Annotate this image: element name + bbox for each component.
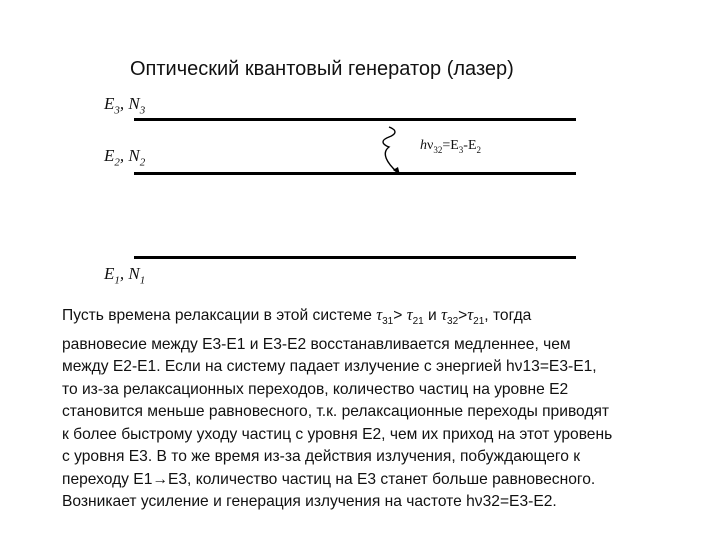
separator: ,: [119, 264, 129, 283]
equation-subscript: 2: [476, 144, 482, 155]
tau-symbol: τ: [441, 305, 448, 324]
paragraph-line-8: переходу E1→E3, количество частиц на E3 станет больше равновесного.: [62, 470, 596, 488]
energy-subscript: 2: [114, 156, 120, 169]
population-symbol: N: [128, 146, 140, 165]
page-title: Оптический квантовый генератор (лазер): [130, 58, 514, 80]
tau-subscript: 32: [447, 316, 459, 328]
level-2-label: [104, 146, 145, 168]
paragraph-line-6: к более быстрому уходу частиц с уровня E2, чем их приход на этот уровень: [62, 425, 613, 443]
population-subscript: 1: [139, 274, 146, 287]
separator: ,: [119, 94, 129, 113]
tau-subscript: 21: [473, 316, 485, 328]
equation-part: =E: [442, 138, 459, 153]
population-symbol: N: [128, 94, 140, 113]
photon-energy-label: [420, 138, 481, 155]
population-subscript: 3: [139, 104, 146, 117]
level-1-label: [104, 264, 145, 286]
paragraph-line-9: Возникает усиление и генерация излучения на частоте hν32=E3-E2.: [62, 493, 557, 511]
frequency-subscript: 32: [433, 144, 443, 155]
energy-symbol: E: [104, 264, 115, 283]
energy-level-line-2: [134, 172, 576, 175]
text-fragment: Пусть времена релаксации в этой системе: [62, 307, 377, 324]
paragraph-line-5: становится меньше равновесного, т.к. релаксационные переходы приводят: [62, 403, 610, 421]
energy-symbol: E: [104, 146, 115, 165]
tau-symbol: τ: [467, 305, 474, 324]
planck-symbol: h: [420, 138, 427, 153]
description-paragraph: [62, 304, 712, 514]
separator: ,: [119, 146, 129, 165]
paragraph-line-7: с уровня E3. В то же время из-за действия излучения, побуждающего к: [62, 448, 581, 466]
paragraph-line-1: [62, 304, 712, 334]
frequency-symbol: ν: [427, 138, 434, 153]
level-3-label: [104, 94, 145, 116]
energy-subscript: 1: [114, 274, 120, 287]
paragraph-line-2: равновесие между E3-E1 и E3-E2 восстанавливается медленнее, чем: [62, 335, 571, 353]
text-fragment: >: [393, 307, 407, 324]
energy-level-line-1: [134, 256, 576, 259]
population-subscript: 2: [139, 156, 146, 169]
text-fragment: >: [458, 307, 468, 324]
paragraph-line-4: то из-за релаксационных переходов, количество частиц на уровне E2: [62, 380, 569, 398]
paragraph-line-3: между E2-E1. Если на систему падает излучение с энергией hν13=E3-E1,: [62, 358, 597, 376]
energy-subscript: 3: [114, 104, 120, 117]
population-symbol: N: [128, 264, 140, 283]
equation-part: -E: [463, 138, 477, 153]
tau-symbol: τ: [406, 305, 413, 324]
text-fragment: и: [423, 307, 442, 324]
equation-subscript: 3: [458, 144, 464, 155]
text-fragment: , тогда: [484, 307, 532, 324]
tau-subscript: 31: [382, 316, 394, 328]
energy-level-line-3: [134, 118, 576, 121]
tau-subscript: 21: [412, 316, 424, 328]
energy-symbol: E: [104, 94, 115, 113]
photon-wavy-arrow-icon: [375, 125, 415, 177]
tau-symbol: τ: [376, 305, 383, 324]
